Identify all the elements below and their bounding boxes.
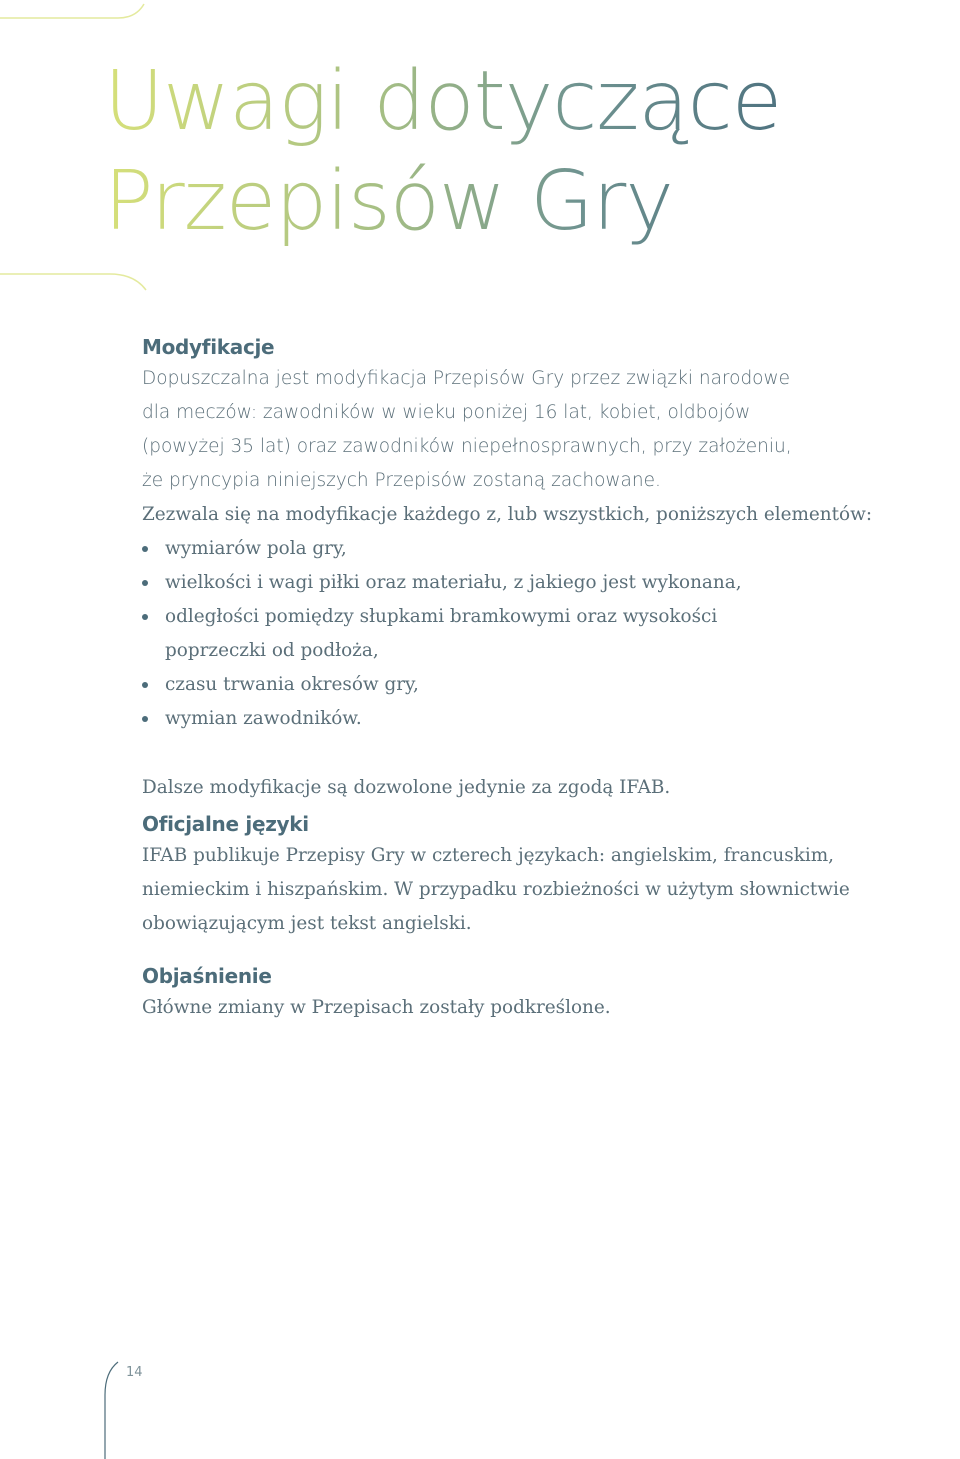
intro-line: że pryncypia niniejszych Przepisów zostaną zachowane. (142, 470, 661, 491)
modifications-intro (142, 362, 957, 498)
section-modifications (142, 332, 957, 805)
intro-line: (powyżej 35 lat) oraz zawodników niepełnosprawnych, przy założeniu, (142, 436, 792, 457)
section-heading-explanation: Objaśnienie (142, 964, 272, 988)
page-number: 14 (126, 1365, 143, 1380)
explanation-text: Główne zmiany w Przepisach zostały podkreślone. (142, 997, 611, 1018)
modifications-closing: Dalsze modyfikacje są dozwolone jedynie za zgodą IFAB. (142, 777, 671, 798)
page-title (104, 52, 781, 252)
list-item: wielkości i wagi piłki oraz materiału, z jakiego jest wykonana, (142, 566, 957, 600)
languages-line: obowiązującym jest tekst angielski. (142, 913, 472, 934)
section-heading-languages: Oficjalne języki (142, 812, 309, 836)
title-line-1: Uwagi dotyczące (104, 54, 782, 149)
list-item: odległości pomiędzy słupkami bramkowymi oraz wysokości poprzeczki od podłoża, (142, 600, 805, 668)
modifications-lead: Zezwala się na modyfikacje każdego z, lub wszystkich, poniższych elementów: (142, 504, 873, 525)
section-languages (142, 809, 957, 941)
list-item: wymian zawodników. (142, 702, 957, 736)
section-heading-modifications: Modyfikacje (142, 335, 275, 359)
modifications-list (142, 532, 957, 736)
main-content (142, 332, 957, 1025)
title-line-2: Przepisów Gry (104, 154, 673, 249)
section-explanation (142, 961, 957, 1025)
languages-line: niemieckim i hiszpańskim. W przypadku rozbieżności w użytym słownictwie (142, 879, 850, 900)
intro-line: dla meczów: zawodników w wieku poniżej 16 lat, kobiet, oldbojów (142, 402, 751, 423)
intro-line: Dopuszczalna jest modyfikacja Przepisów Gry przez związki narodowe (142, 368, 791, 389)
list-item: wymiarów pola gry, (142, 532, 957, 566)
languages-line: IFAB publikuje Przepisy Gry w czterech językach: angielskim, francuskim, (142, 845, 835, 866)
list-item: czasu trwania okresów gry, (142, 668, 957, 702)
